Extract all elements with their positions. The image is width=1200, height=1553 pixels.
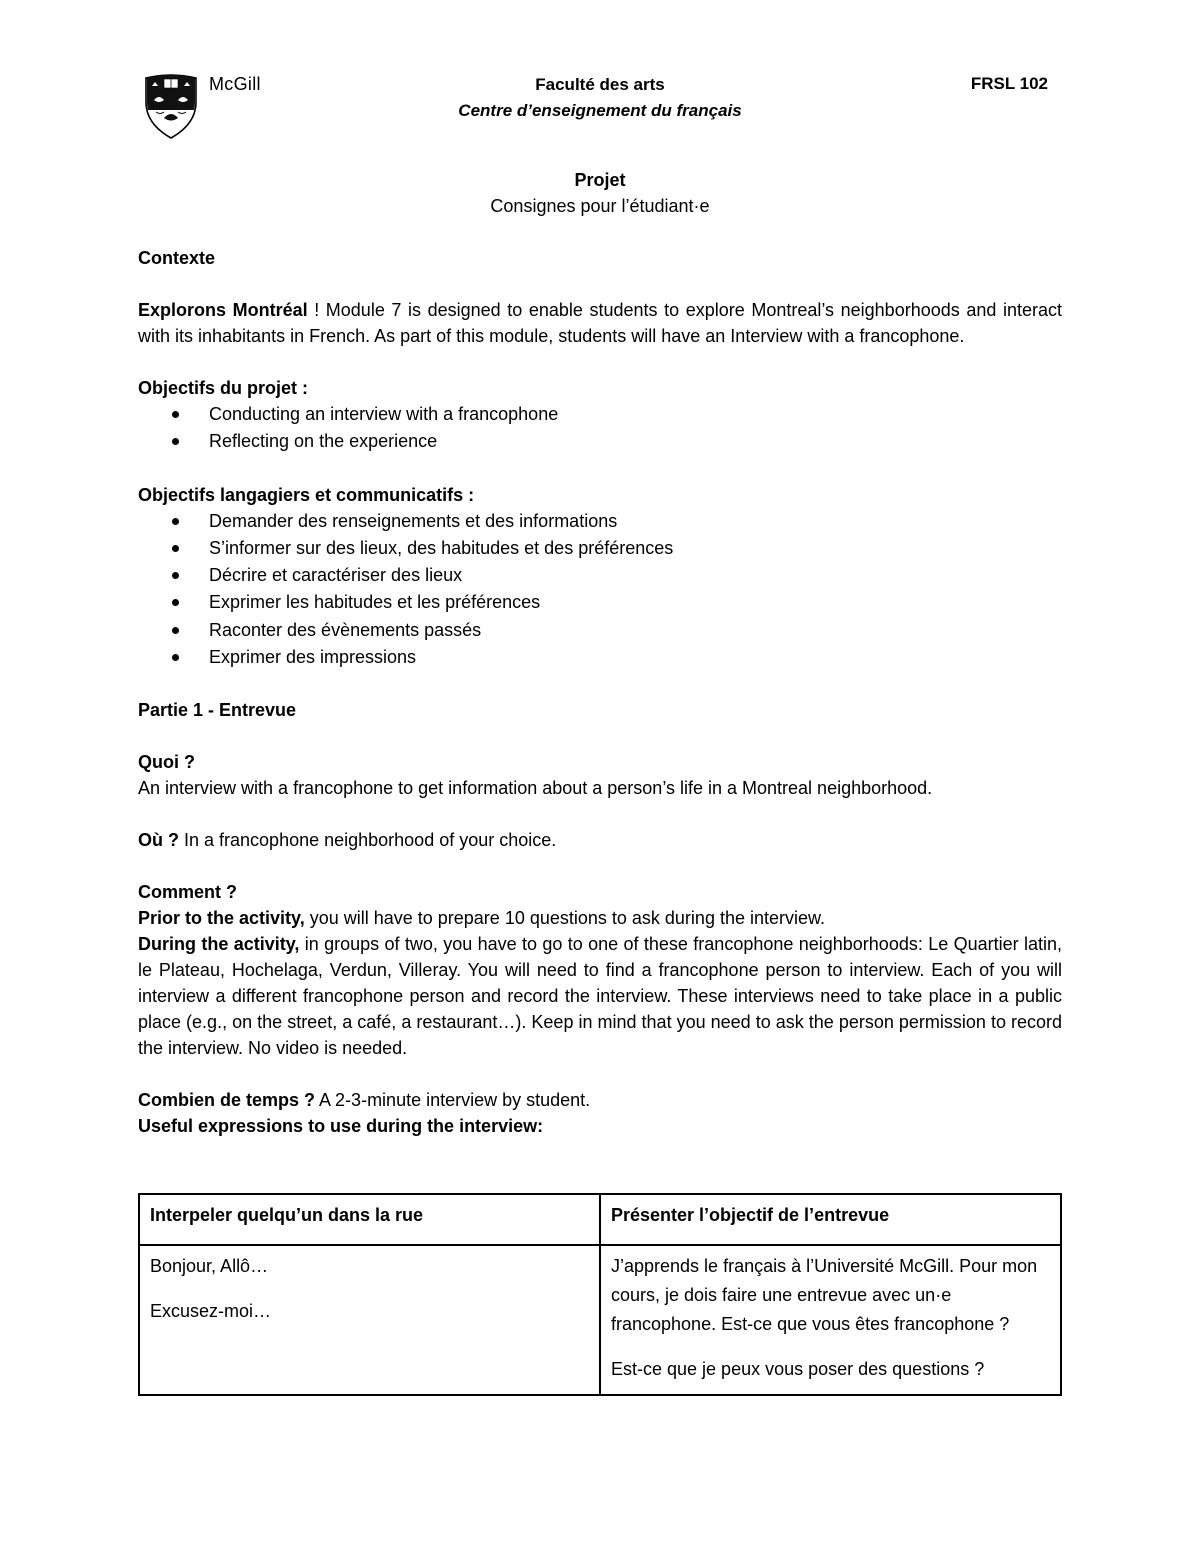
combien-text: A 2-3-minute interview by student. [315, 1090, 591, 1111]
ou-label: Où ? [138, 830, 179, 851]
contexte-text: ! Module 7 is designed to enable students to explore Montreal’s neighborhoods and interact with its inhabitants in French. As part of this module, students will have an Interview with a francophone. [138, 300, 1062, 346]
prior-label: Prior to the activity, [138, 908, 305, 929]
cell-paragraph: Bonjour, Allô… [150, 1256, 269, 1276]
useful-label: Useful expressions to use during the interview: [138, 1116, 544, 1137]
table-cell [139, 1245, 600, 1395]
table-header-cell: Présenter l’objectif de l’entrevue [600, 1194, 1061, 1245]
faculty-name: Faculté des arts [535, 75, 665, 94]
quoi-label: Quoi ? [138, 752, 195, 773]
cell-paragraph: J’apprends le français à l’Université McGill. Pour mon cours, je dois faire une entrevue avec un·e francophone. Est-ce que vous êtes francophone ? [611, 1256, 1038, 1334]
during-label: During the activity, [138, 934, 300, 955]
contexte-lead: Explorons Montréal [138, 300, 308, 320]
partie1-heading: Partie 1 - Entrevue [138, 700, 297, 721]
table-header-cell: Interpeler quelqu’un dans la rue [139, 1194, 600, 1245]
during-paragraph [138, 931, 1062, 1061]
list-item: S’informer sur des lieux, des habitudes et des préférences [138, 535, 1062, 562]
centre-name: Centre d’enseignement du français [458, 101, 742, 120]
expressions-table [138, 1193, 1062, 1396]
page-subtitle: Consignes pour l’étudiant·e [490, 196, 710, 216]
title-block [350, 167, 850, 219]
objectifs-projet-list [138, 401, 1062, 456]
during-text: in groups of two, you have to go to one of these francophone neighborhoods: Le Quartier latin, le Plateau, Hochelaga, Verdun, Villeray. You will need to find a francophone person to interview. Each of you will interview a different francophone person and record the interview. These interviews need to take place in a public place (e.g., on the street, a café, a restaurant…). Keep in mind that you need to ask the person permission to record the interview. No video is needed. [138, 934, 1062, 1059]
list-item: Exprimer les habitudes et les préférences [138, 589, 1062, 616]
brand-name: McGill [209, 74, 261, 94]
table-row [139, 1245, 1061, 1395]
list-item: Décrire et caractériser des lieux [138, 562, 1062, 589]
prior-paragraph [138, 905, 1062, 931]
cell-paragraph: Est-ce que je peux vous poser des questions ? [611, 1359, 985, 1379]
ou-paragraph [138, 827, 1062, 853]
header-center [350, 72, 850, 124]
course-code: FRSL 102 [970, 74, 1048, 93]
list-item: Reflecting on the experience [138, 428, 1062, 455]
objectifs-lang-heading: Objectifs langagiers et communicatifs : [138, 484, 475, 505]
document-body [138, 245, 1062, 1139]
objectifs-projet-heading: Objectifs du projet : [138, 378, 309, 398]
ou-text: In a francophone neighborhood of your choice. [179, 830, 557, 851]
page-title: Projet [574, 170, 626, 190]
contexte-heading: Contexte [138, 248, 216, 268]
combien-label: Combien de temps ? [138, 1090, 316, 1111]
mcgill-crest-icon [144, 72, 198, 140]
table-header-row [139, 1194, 1061, 1245]
cell-paragraph: Excusez-moi… [150, 1301, 272, 1321]
quoi-text: An interview with a francophone to get information about a person’s life in a Montreal neighborhood. [138, 778, 933, 799]
list-item: Demander des renseignements et des informations [138, 508, 1062, 535]
objectifs-lang-list [138, 508, 1062, 672]
list-item: Exprimer des impressions [138, 644, 1062, 671]
combien-paragraph [138, 1087, 1062, 1113]
table-cell [600, 1245, 1061, 1395]
list-item: Raconter des évènements passés [138, 617, 1062, 644]
comment-label: Comment ? [138, 882, 237, 903]
list-item: Conducting an interview with a francophone [138, 401, 1062, 428]
prior-text: you will have to prepare 10 questions to ask during the interview. [304, 908, 826, 929]
contexte-paragraph [138, 297, 1062, 349]
